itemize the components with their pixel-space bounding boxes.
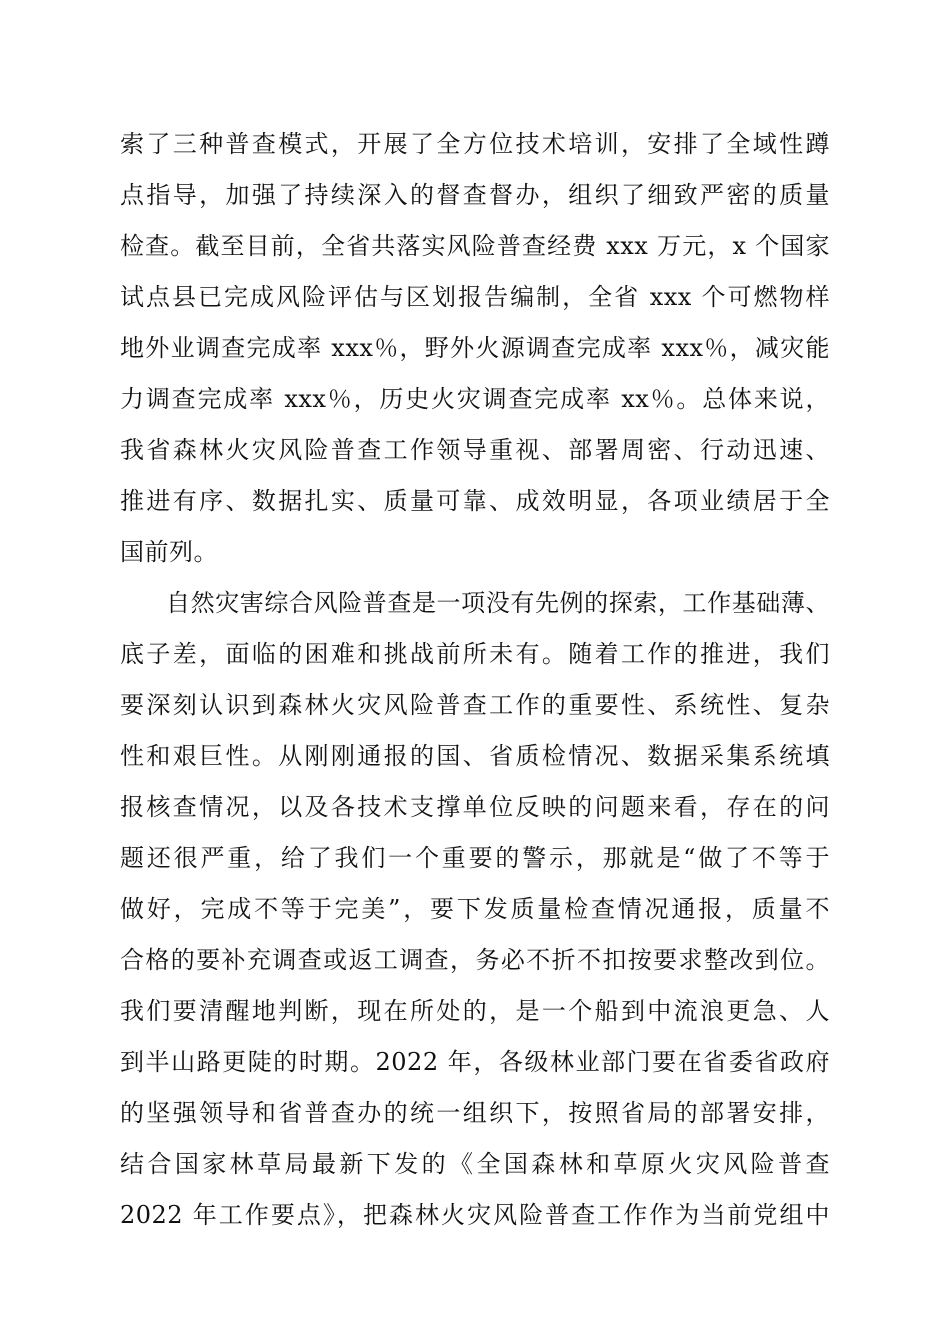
text-line: 推进有序、数据扎实、质量可靠、成效明显，各项业绩居于全 — [120, 487, 830, 515]
text-line: 索了三种普查模式，开展了全方位技术培训，安排了全域性蹲 — [120, 130, 830, 158]
text-line: 点指导，加强了持续深入的督查督办，组织了细致严密的质量 — [120, 181, 830, 209]
text-line: 底子差，面临的困难和挑战前所未有。随着工作的推进，我们 — [120, 640, 830, 668]
text-line: 国前列。 — [120, 538, 218, 566]
text-line: 地外业调查完成率 xxx％，野外火源调查完成率 xxx％，减灾能 — [120, 334, 830, 362]
text-line: 检查。截至目前，全省共落实风险普查经费 xxx 万元，x 个国家 — [120, 232, 830, 260]
text-line: 报核查情况，以及各技术支撑单位反映的问题来看，存在的问 — [120, 793, 830, 821]
text-line: 2022 年工作要点》，把森林火灾风险普查工作作为当前党组中 — [120, 1201, 830, 1229]
text-line: 要深刻认识到森林火灾风险普查工作的重要性、系统性、复杂 — [120, 691, 830, 719]
text-line: 我们要清醒地判断，现在所处的，是一个船到中流浪更急、人 — [120, 997, 830, 1025]
text-line: 题还很严重，给了我们一个重要的警示，那就是“做了不等于 — [120, 844, 830, 872]
text-line: 性和艰巨性。从刚刚通报的国、省质检情况、数据采集系统填 — [120, 742, 830, 770]
text-line: 的坚强领导和省普查办的统一组织下，按照省局的部署安排， — [120, 1099, 830, 1127]
text-line: 自然灾害综合风险普查是一项没有先例的探索，工作基础薄、 — [166, 589, 830, 617]
text-line: 到半山路更陡的时期。2022 年，各级林业部门要在省委省政府 — [120, 1048, 830, 1076]
text-line: 做好，完成不等于完美”，要下发质量检查情况通报，质量不 — [120, 895, 830, 923]
text-line: 力调查完成率 xxx％，历史火灾调查完成率 xx％。总体来说， — [120, 385, 830, 413]
text-line: 试点县已完成风险评估与区划报告编制，全省 xxx 个可燃物样 — [120, 283, 830, 311]
text-line: 合格的要补充调查或返工调查，务必不折不扣按要求整改到位。 — [120, 946, 830, 974]
text-line: 结合国家林草局最新下发的《全国森林和草原火灾风险普查 — [120, 1150, 830, 1178]
text-line: 我省森林火灾风险普查工作领导重视、部署周密、行动迅速、 — [120, 436, 830, 464]
